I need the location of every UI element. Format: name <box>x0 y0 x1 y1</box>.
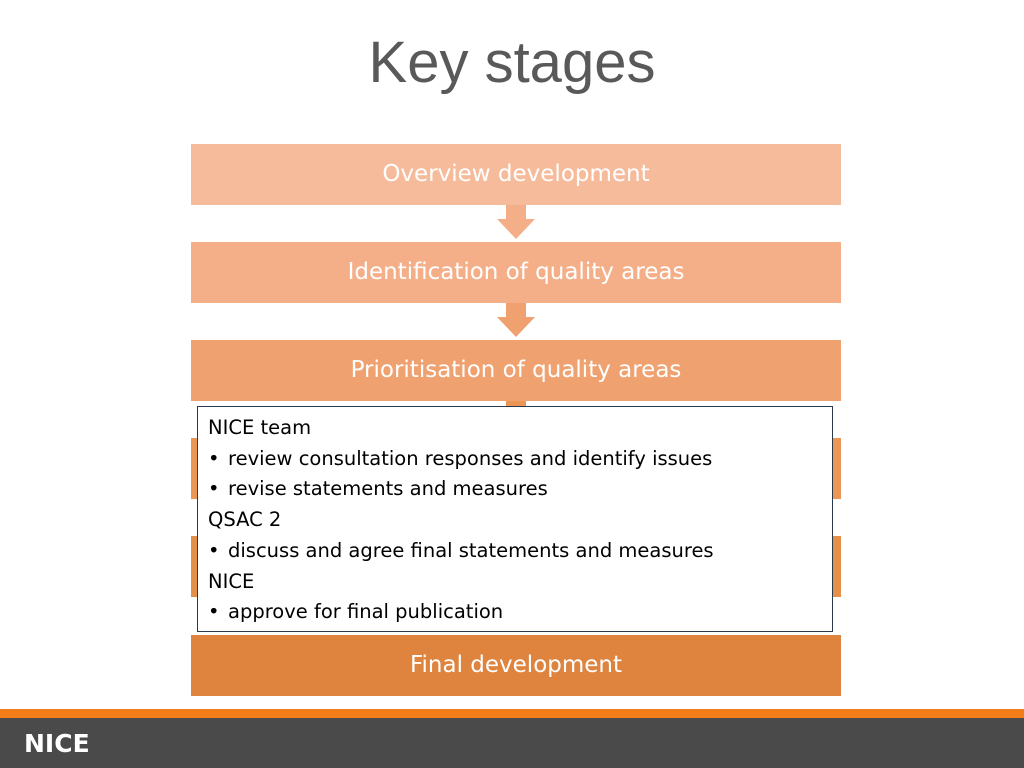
slide-title: Key stages <box>368 30 656 95</box>
nice-logo: NICE <box>24 729 90 758</box>
stage-box-3: Prioritisation of quality areas <box>191 340 841 401</box>
down-arrow-icon <box>497 205 535 239</box>
down-arrow-icon <box>497 303 535 337</box>
callout-line: NICE <box>208 569 255 593</box>
callout-line: QSAC 2 <box>208 508 282 532</box>
stage-details-callout <box>197 406 833 632</box>
footer-bar <box>0 718 1024 768</box>
footer-accent-stripe <box>0 709 1024 718</box>
stage-box-6: Final development <box>191 635 841 696</box>
stage-box-2: Identification of quality areas <box>191 242 841 303</box>
callout-bullet-line: • review consultation responses and identify issues <box>208 446 713 470</box>
stage-box-1: Overview development <box>191 144 841 205</box>
callout-line: NICE team <box>208 416 312 439</box>
callout-bullet-line: • discuss and agree final statements and measures <box>208 538 714 562</box>
callout-bullet-line: • revise statements and measures <box>208 477 548 501</box>
callout-bullet-line: • approve for final publication <box>208 600 504 624</box>
